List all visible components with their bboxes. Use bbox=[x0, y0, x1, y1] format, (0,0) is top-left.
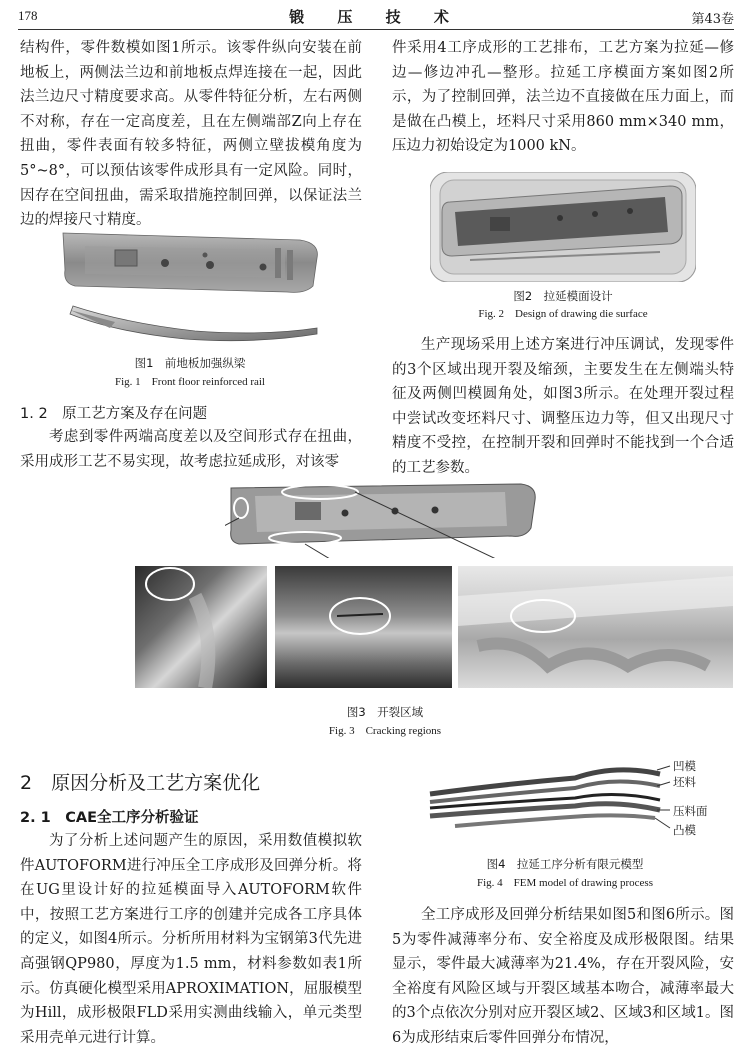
section-2-1-paragraph: 为了分析上述问题产生的原因，采用数值模拟软件AUTOFORM进行冲压全工序成形及回弹分析。将在UG里设计好的拉延模面导入AUTOFORM软件中，按照工艺方案进行工序的创建并完成各工序具体的定义，如图4所示。分析所用材料为宝钢第3代先进高强钢QP980，厚度为1.5 mm，材料参数如表1所示。仿真硬化模型采用APROXIMATION，屈服模型为Hill，成形极限FLD采用实测曲线输入，单元类型采用壳单元进行计算。 bbox=[20, 833, 362, 1046]
figure-1-image bbox=[55, 228, 325, 353]
figure-1-caption-cn: 图1 前地板加强纵梁 bbox=[134, 356, 246, 370]
crack-photo-region-3 bbox=[458, 566, 733, 688]
fig4-label-binder: 压料面 bbox=[673, 804, 708, 818]
header-rule bbox=[18, 29, 734, 30]
crack-photo-region-1 bbox=[135, 566, 267, 688]
crack-photo-region-2 bbox=[275, 566, 452, 688]
section-2-1-title: 2. 1 CAE全工序分析验证 bbox=[20, 810, 199, 826]
right-bottom-paragraph: 全工序成形及回弹分析结果如图5和图6所示。图5为零件减薄率分布、安全裕度及成形极限图。结果显示，零件最大减薄率为21.4%，存在开裂风险，安全裕度有风险区域与开裂区域基本吻合，减薄率最大的3个点依次分别对应开裂区域2、区域3和区域1。图6为成形结束后零件回弹分布情况， bbox=[392, 907, 734, 1046]
fig4-label-die: 凹模 bbox=[673, 759, 696, 773]
fig4-label-punch: 凸模 bbox=[673, 823, 696, 837]
section-1-2-paragraph: 考虑到零件两端高度差以及空间形式存在扭曲，采用成形工艺不易实现，故考虑拉延成形，对该零 bbox=[20, 429, 362, 470]
volume-label: 第43卷 bbox=[691, 12, 734, 27]
right-mid-paragraph: 生产现场采用上述方案进行冲压调试，发现零件的3个区域出现开裂及缩颈，主要发生在左侧端头特征及两侧凹模圆角处，如图3所示。在处理开裂过程中尝试改变坯料尺寸、调整压边力等，但又出现尺寸精度不受控，在控制开裂和回弹时不能找到一个合适的工艺参数。 bbox=[392, 337, 734, 476]
figure-3-caption-en: Fig. 3 Cracking regions bbox=[328, 725, 442, 737]
intro-paragraph: 结构件，零件数模如图1所示。该零件纵向安装在前地板上，两侧法兰边和前地板点焊连接在一起，因此法兰边尺寸精度要求高。从零件特征分析，左右两侧不对称，存在一定高度差，且在左侧端部Z向上存在扭曲，零件表面有较多特征，两侧立壁拔模角度为5°~8°，可以预估该零件成形具有一定风险。同时，因存在空间扭曲，需采取措施控制回弹，以保证法兰边的焊接尺寸精度。 bbox=[20, 40, 362, 229]
page-header bbox=[18, 4, 734, 30]
figure-3-caption-cn: 图3 开裂区域 bbox=[346, 705, 424, 719]
section-2-title: 2 原因分析及工艺方案优化 bbox=[20, 772, 261, 794]
figure-2-caption-cn: 图2 拉延模面设计 bbox=[513, 289, 613, 303]
right-top-paragraph: 件采用4工序成形的工艺排布，工艺方案为拉延—修边—修边冲孔—整形。拉延工序模面方案如图2所示，为了控制回弹，法兰边不直接做在压力面上，而是做在凸模上，坯料尺寸采用860 mm×340 mm，压边力初始设定为1000 kN。 bbox=[392, 40, 734, 155]
figure-4-caption-cn: 图4 拉延工序分析有限元模型 bbox=[486, 857, 644, 871]
figure-1-caption-en: Fig. 1 Front floor reinforced rail bbox=[115, 376, 265, 388]
figure-4-caption-en: Fig. 4 FEM model of drawing process bbox=[477, 877, 653, 889]
figure-2-image bbox=[430, 172, 696, 282]
figure-4-image bbox=[425, 756, 730, 851]
fig4-label-blank: 坯料 bbox=[673, 775, 696, 789]
journal-title: 锻 压 技 术 bbox=[289, 8, 463, 26]
figure-2-caption-en: Fig. 2 Design of drawing die surface bbox=[478, 308, 648, 320]
section-1-2-title: 1. 2 原工艺方案及存在问题 bbox=[20, 406, 208, 422]
figure-3-overview-image bbox=[225, 478, 545, 558]
page-number: 178 bbox=[18, 8, 38, 23]
